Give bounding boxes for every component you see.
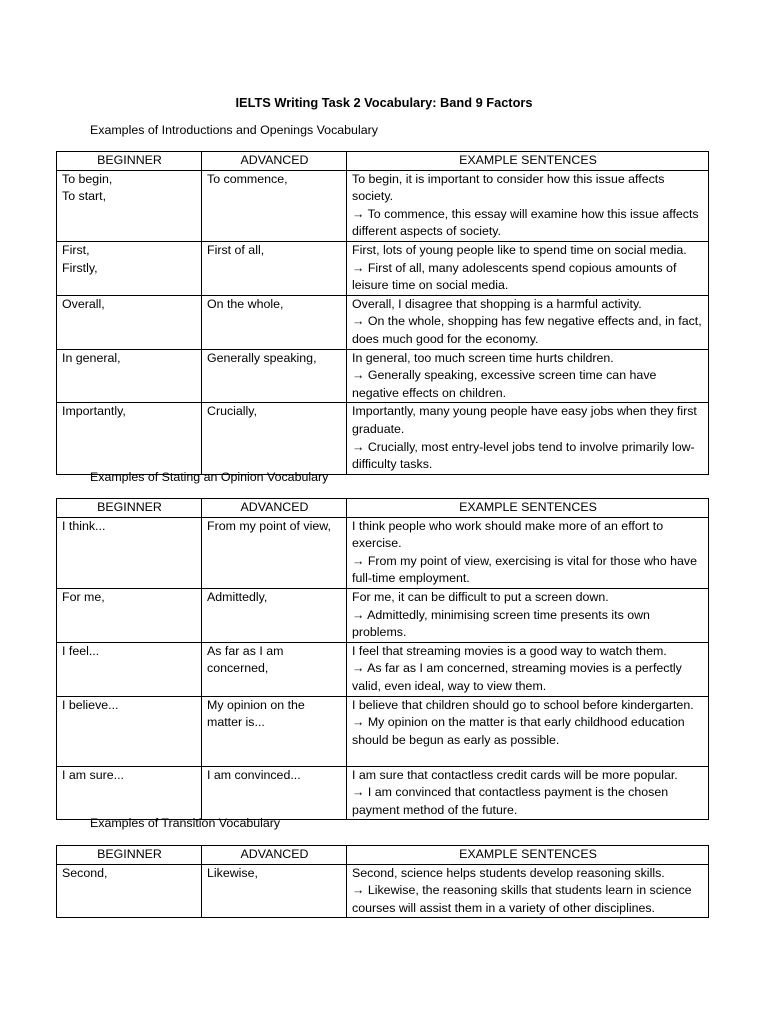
beginner-term: I feel... bbox=[62, 643, 100, 658]
advanced-term: Generally speaking, bbox=[207, 350, 317, 365]
example-cell bbox=[347, 349, 709, 403]
advanced-term: Admittedly, bbox=[207, 589, 268, 604]
example-cell bbox=[347, 588, 709, 642]
column-header-examples: EXAMPLE SENTENCES bbox=[347, 846, 709, 865]
advanced-cell bbox=[202, 170, 347, 241]
column-header-beginner: BEGINNER bbox=[57, 846, 202, 865]
advanced-cell bbox=[202, 588, 347, 642]
table-row bbox=[57, 241, 709, 295]
beginner-cell bbox=[57, 170, 202, 241]
example-sentence: First, lots of young people like to spend time on social media. bbox=[352, 242, 687, 257]
example-cell bbox=[347, 403, 709, 474]
table-row bbox=[57, 766, 709, 820]
table-row bbox=[57, 588, 709, 642]
example-cell bbox=[347, 642, 709, 696]
advanced-cell bbox=[202, 517, 347, 588]
table-row bbox=[57, 642, 709, 696]
example-sentence: To begin, it is important to consider how this issue affects society. bbox=[352, 171, 665, 204]
example-sentence: → My opinion on the matter is that early childhood education should be begun as early as possible. bbox=[352, 715, 685, 747]
beginner-term: For me, bbox=[62, 589, 105, 604]
example-sentence: I am sure that contactless credit cards will be more popular. bbox=[352, 767, 678, 782]
column-header-advanced: ADVANCED bbox=[202, 152, 347, 171]
vocab-table-opinion bbox=[56, 498, 709, 820]
beginner-term: To begin, bbox=[62, 171, 113, 186]
column-header-beginner: BEGINNER bbox=[57, 499, 202, 518]
beginner-cell bbox=[57, 349, 202, 403]
example-sentence: Importantly, many young people have easy jobs when they first graduate. bbox=[352, 404, 697, 436]
table-header-row bbox=[57, 152, 709, 171]
advanced-cell bbox=[202, 349, 347, 403]
table-header-row bbox=[57, 499, 709, 518]
example-sentence: → Generally speaking, excessive screen time can have negative effects on children. bbox=[352, 368, 657, 400]
beginner-cell bbox=[57, 642, 202, 696]
beginner-term: First, bbox=[62, 242, 90, 257]
beginner-cell bbox=[57, 403, 202, 474]
beginner-term: Overall, bbox=[62, 296, 105, 311]
advanced-term: From my point of view, bbox=[207, 518, 331, 533]
table-header-row bbox=[57, 846, 709, 865]
example-sentence: → I am convinced that contactless payment is the chosen payment method of the future. bbox=[352, 785, 669, 817]
example-cell bbox=[347, 517, 709, 588]
table-row bbox=[57, 170, 709, 241]
advanced-cell bbox=[202, 642, 347, 696]
example-sentence: → To commence, this essay will examine how this issue affects different aspects of society. bbox=[352, 206, 699, 239]
example-cell bbox=[347, 295, 709, 349]
example-cell bbox=[347, 864, 709, 918]
advanced-term: Crucially, bbox=[207, 404, 258, 419]
beginner-cell bbox=[57, 588, 202, 642]
example-cell bbox=[347, 696, 709, 766]
table-row bbox=[57, 295, 709, 349]
column-header-beginner: BEGINNER bbox=[57, 152, 202, 171]
advanced-cell bbox=[202, 241, 347, 295]
advanced-term: I am convinced... bbox=[207, 767, 301, 782]
advanced-term: Likewise, bbox=[207, 865, 258, 880]
example-sentence: → Likewise, the reasoning skills that students learn in science courses will assist them in a variety of other disciplines. bbox=[352, 883, 692, 915]
beginner-term: Importantly, bbox=[62, 404, 126, 419]
example-cell bbox=[347, 241, 709, 295]
advanced-cell bbox=[202, 864, 347, 918]
beginner-term: In general, bbox=[62, 350, 121, 365]
beginner-term: I think... bbox=[62, 518, 106, 533]
beginner-term: I am sure... bbox=[62, 767, 124, 782]
example-sentence: I feel that streaming movies is a good way to watch them. bbox=[352, 643, 667, 658]
beginner-term: Second, bbox=[62, 865, 108, 880]
advanced-cell bbox=[202, 295, 347, 349]
example-cell bbox=[347, 170, 709, 241]
advanced-cell bbox=[202, 696, 347, 766]
column-header-advanced: ADVANCED bbox=[202, 499, 347, 518]
example-cell bbox=[347, 766, 709, 820]
example-sentence: → From my point of view, exercising is vital for those who have full-time employment. bbox=[352, 553, 698, 586]
section-heading-opinion: Examples of Stating an Opinion Vocabulary bbox=[90, 470, 329, 484]
beginner-cell bbox=[57, 295, 202, 349]
beginner-cell bbox=[57, 517, 202, 588]
example-sentence: → On the whole, shopping has few negative effects and, in fact, does much good for the economy. bbox=[352, 314, 702, 346]
example-sentence: → As far as I am concerned, streaming movies is a perfectly valid, even ideal, way to view them. bbox=[352, 661, 682, 693]
advanced-term: First of all, bbox=[207, 242, 265, 257]
table-row bbox=[57, 517, 709, 588]
example-sentence: Overall, I disagree that shopping is a harmful activity. bbox=[352, 296, 642, 311]
table-row bbox=[57, 696, 709, 766]
example-sentence: I think people who work should make more of an effort to exercise. bbox=[352, 518, 664, 551]
beginner-term: To start, bbox=[62, 189, 107, 204]
beginner-term: I believe... bbox=[62, 697, 119, 712]
advanced-term: My opinion on the matter is... bbox=[207, 697, 305, 730]
example-sentence: → First of all, many adolescents spend copious amounts of leisure time on social media. bbox=[352, 260, 677, 293]
beginner-term: Firstly, bbox=[62, 260, 98, 275]
column-header-examples: EXAMPLE SENTENCES bbox=[347, 499, 709, 518]
page-title: IELTS Writing Task 2 Vocabulary: Band 9 Factors bbox=[235, 95, 533, 110]
table-row bbox=[57, 403, 709, 474]
example-sentence: I believe that children should go to school before kindergarten. bbox=[352, 697, 694, 712]
example-sentence: → Admittedly, minimising screen time presents its own problems. bbox=[352, 607, 650, 640]
example-sentence: Second, science helps students develop reasoning skills. bbox=[352, 865, 665, 880]
table-row bbox=[57, 349, 709, 403]
advanced-cell bbox=[202, 403, 347, 474]
beginner-cell bbox=[57, 696, 202, 766]
example-sentence: In general, too much screen time hurts children. bbox=[352, 350, 614, 365]
example-sentence: For me, it can be difficult to put a screen down. bbox=[352, 589, 609, 604]
example-sentence: → Crucially, most entry-level jobs tend to involve primarily low-difficulty tasks. bbox=[352, 439, 695, 472]
advanced-term: As far as I am concerned, bbox=[207, 643, 284, 676]
table-row bbox=[57, 864, 709, 918]
column-header-examples: EXAMPLE SENTENCES bbox=[347, 152, 709, 171]
section-heading-transition: Examples of Transition Vocabulary bbox=[90, 816, 281, 830]
beginner-cell bbox=[57, 241, 202, 295]
vocab-table-introductions bbox=[56, 151, 709, 475]
advanced-cell bbox=[202, 766, 347, 820]
advanced-term: To commence, bbox=[207, 171, 288, 186]
advanced-term: On the whole, bbox=[207, 296, 284, 311]
vocab-table-transition bbox=[56, 845, 709, 918]
column-header-advanced: ADVANCED bbox=[202, 846, 347, 865]
beginner-cell bbox=[57, 766, 202, 820]
beginner-cell bbox=[57, 864, 202, 918]
section-heading-introductions: Examples of Introductions and Openings Vocabulary bbox=[90, 123, 378, 137]
